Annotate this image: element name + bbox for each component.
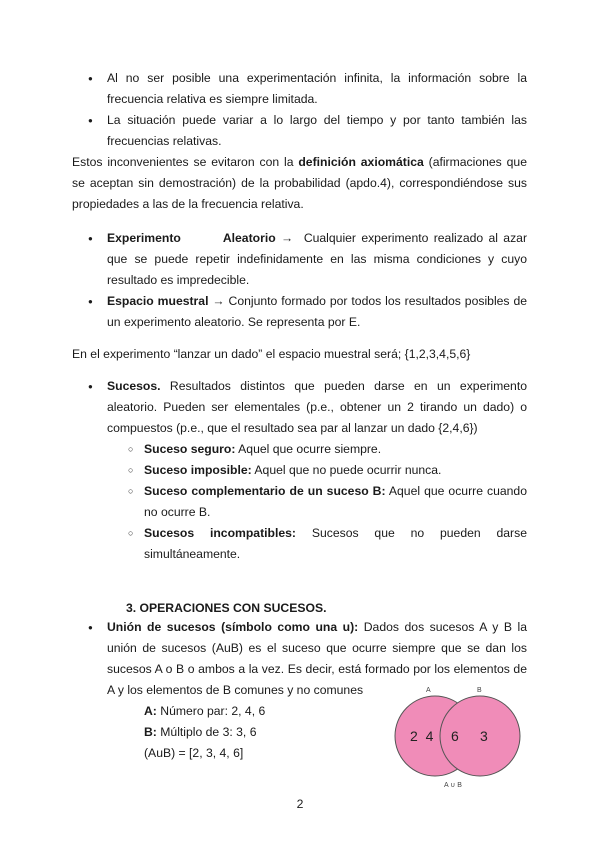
example-result: (AuB) = [2, 3, 4, 6] — [144, 746, 244, 760]
venn-region-a: 2 4 — [410, 728, 434, 744]
page-number: 2 — [296, 797, 304, 811]
venn-label-a: A — [426, 687, 431, 694]
list-item: ● La situación puede variar a lo largo del tiempo y por tanto también las frecuencias relativas. — [72, 110, 527, 152]
union-example — [144, 701, 265, 764]
list-item: ○ Suceso complementario de un suceso B: Aquel que ocurre cuando no ocurre B. — [128, 481, 527, 523]
definitions-list — [72, 228, 527, 333]
dice-example: En el experimento “lanzar un dado” el espacio muestral será; {1,2,3,4,5,6} — [72, 347, 471, 361]
union-item: ● Unión de sucesos (símbolo como una u): Dados dos sucesos A y B la unión de sucesos (AuB) es el suceso que ocurre siempre que se dan los sucesos A o B o ambos a la vez. Es decir, está formado por los elementos de A y los elementos de B comunes y no comunes — [72, 617, 527, 701]
definition-item: ● Experimento Aleatorio → Cualquier experimento realizado al azar que se puede repetir indefinidamente en las misma condiciones y cuyo resultado es impredecible. — [72, 228, 527, 291]
venn-region-b: 3 — [480, 728, 488, 744]
example-a: A: Número par: 2, 4, 6 — [144, 704, 266, 718]
sucesos-item: ● Sucesos. Resultados distintos que pueden darse en un experimento aleatorio. Pueden ser elementales (p.e., obtener un 2 tirando un dado) o compuestos (p.e., que el resultado sea par al lanzar un dado {2,4,6}) — [72, 376, 527, 439]
list-item: ○ Suceso seguro: Aquel que ocurre siempre. — [128, 439, 527, 460]
list-item: ○ Suceso imposible: Aquel que no puede ocurrir nunca. — [128, 460, 527, 481]
venn-region-both: 6 — [451, 728, 459, 744]
example-b: B: Múltiplo de 3: 3, 6 — [144, 725, 257, 739]
sucesos-list — [72, 376, 527, 439]
intro-bullet-list — [72, 68, 527, 152]
venn-label-b: B — [477, 687, 482, 694]
list-item: ● Al no ser posible una experimentación infinita, la información sobre la frecuencia relativa es siempre limitada. — [72, 68, 527, 110]
suceso-types-list — [128, 439, 527, 565]
section-heading: 3. OPERACIONES CON SUCESOS. — [126, 601, 327, 615]
venn-caption: A ∪ B — [444, 782, 462, 789]
venn-diagram — [380, 684, 530, 792]
intro-paragraph: Estos inconvenientes se evitaron con la definición axiomática (afirmaciones que se aceptan sin demostración) de la probabilidad (apdo.4), correspondiéndose sus propiedades a las de la frecuencia relativa. — [72, 155, 527, 211]
definition-item: ● Espacio muestral → Conjunto formado por todos los resultados posibles de un experimento aleatorio. Se representa por E. — [72, 291, 527, 333]
list-item: ○ Sucesos incompatibles: Sucesos que no pueden darse simultáneamente. — [128, 523, 527, 565]
